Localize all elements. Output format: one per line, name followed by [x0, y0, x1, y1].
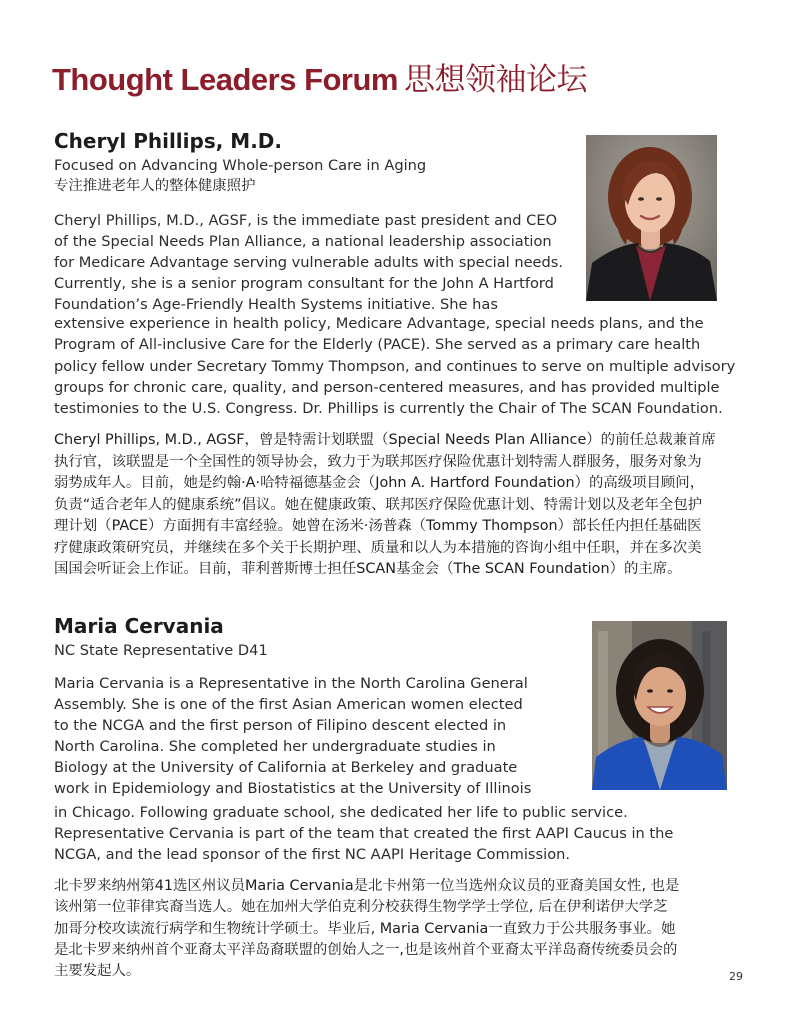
bio-line: of the Special Needs Plan Alliance, a national leadership association — [54, 233, 552, 250]
bio-zh-line: 是北卡罗来纳州首个亚裔太平洋岛裔联盟的创始人之一,也是该州首个亚裔太平洋岛裔传统委员会的 — [54, 942, 678, 958]
bio-line: Maria Cervania is a Representative in the North Carolina General — [54, 675, 528, 692]
bio-line: Cheryl Phillips, M.D., AGSF, is the immediate past president and CEO — [54, 212, 558, 229]
page-number: 29 — [729, 970, 743, 983]
page-title-zh: 思想领袖论坛 — [404, 62, 587, 97]
bio-line: Currently, she is a senior program consultant for the John A Hartford — [54, 275, 554, 292]
bio-line: for Medicare Advantage serving vulnerable adults with special needs. — [54, 254, 564, 271]
profile-name: Cheryl Phillips, M.D. — [54, 129, 282, 153]
profile-name: Maria Cervania — [54, 614, 224, 638]
bio-line: Assembly. She is one of the first Asian American women elected — [54, 696, 523, 713]
portrait-photo — [586, 135, 717, 301]
bio-zh-line: 理计划（PACE）方面拥有丰富经验。她曾在汤米·汤普森（Tommy Thompson）部长任内担任基础医 — [54, 518, 702, 534]
bio-line: Foundation’s Age-Friendly Health Systems initiative. She has — [54, 296, 498, 313]
bio-zh-line: 负责“适合老年人的健康系统”倡议。她在健康政策、联邦医疗保险优惠计划、特需计划以及老年全包护 — [54, 497, 703, 513]
bio-line: Representative Cervania is part of the team that created the first AAPI Caucus in the — [54, 825, 674, 842]
portrait-illustration — [592, 621, 727, 790]
profile-subtitle-en: Focused on Advancing Whole-person Care in Aging — [54, 157, 427, 174]
bio-line: Program of All-inclusive Care for the Elderly (PACE). She served as a primary care health — [54, 336, 701, 353]
bio-zh-line: 弱势成年人。目前，她是约翰·A·哈特福德基金会（John A. Hartford Foundation）的高级项目顾问， — [54, 475, 705, 491]
bio-line: in Chicago. Following graduate school, she dedicated her life to public service. — [54, 804, 628, 821]
bio-zh-line: 执行官，该联盟是一个全国性的领导协会，致力于为联邦医疗保险优惠计划特需人群服务，服务对象为 — [54, 454, 702, 470]
bio-line: testimonies to the U.S. Congress. Dr. Phillips is currently the Chair of The SCAN Foundation. — [54, 400, 723, 417]
bio-line: policy fellow under Secretary Tommy Thompson, and continues to serve on multiple advisory — [54, 358, 736, 375]
portrait-photo — [592, 621, 727, 790]
bio-line: to the NCGA and the first person of Filipino descent elected in — [54, 717, 507, 734]
bio-zh-line: 北卡罗来纳州第41选区州议员Maria Cervania是北卡州第一位当选州众议员的亚裔美国女性, 也是 — [54, 878, 680, 894]
profile-subtitle-en: NC State Representative D41 — [54, 642, 268, 659]
page-title — [52, 54, 587, 99]
portrait-illustration — [586, 135, 717, 301]
bio-zh-line: 疗健康政策研究员，并继续在多个关于长期护理、质量和以人为本措施的咨询小组中任职，并在多次美 — [54, 540, 702, 556]
bio-line: work in Epidemiology and Biostatistics at the University of Illinois — [54, 780, 532, 797]
bio-line: North Carolina. She completed her undergraduate studies in — [54, 738, 496, 755]
bio-zh-line: Cheryl Phillips, M.D., AGSF，曾是特需计划联盟（Special Needs Plan Alliance）的前任总裁兼首席 — [54, 432, 716, 448]
bio-zh-line: 主要发起人。 — [54, 963, 141, 979]
profile-subtitle-zh: 专注推进老年人的整体健康照护 — [54, 178, 256, 194]
bio-line: groups for chronic care, quality, and person-centered measures, and has provided multiple — [54, 379, 720, 396]
bio-zh-line: 该州第一位菲律宾裔当选人。她在加州大学伯克利分校获得生物学学士学位, 后在伊利诺伊大学芝 — [54, 899, 668, 915]
bio-zh-line: 国国会听证会上作证。目前，菲利普斯博士担任SCAN基金会（The SCAN Foundation）的主席。 — [54, 561, 682, 577]
bio-line: NCGA, and the lead sponsor of the first NC AAPI Heritage Commission. — [54, 846, 571, 863]
bio-line: Biology at the University of California at Berkeley and graduate — [54, 759, 518, 776]
bio-zh-line: 加哥分校攻读流行病学和生物统计学硕士。毕业后, Maria Cervania一直致力于公共服务事业。她 — [54, 921, 676, 937]
page-title-en: Thought Leaders Forum — [52, 62, 398, 97]
bio-line: extensive experience in health policy, Medicare Advantage, special needs plans, and the — [54, 315, 704, 332]
